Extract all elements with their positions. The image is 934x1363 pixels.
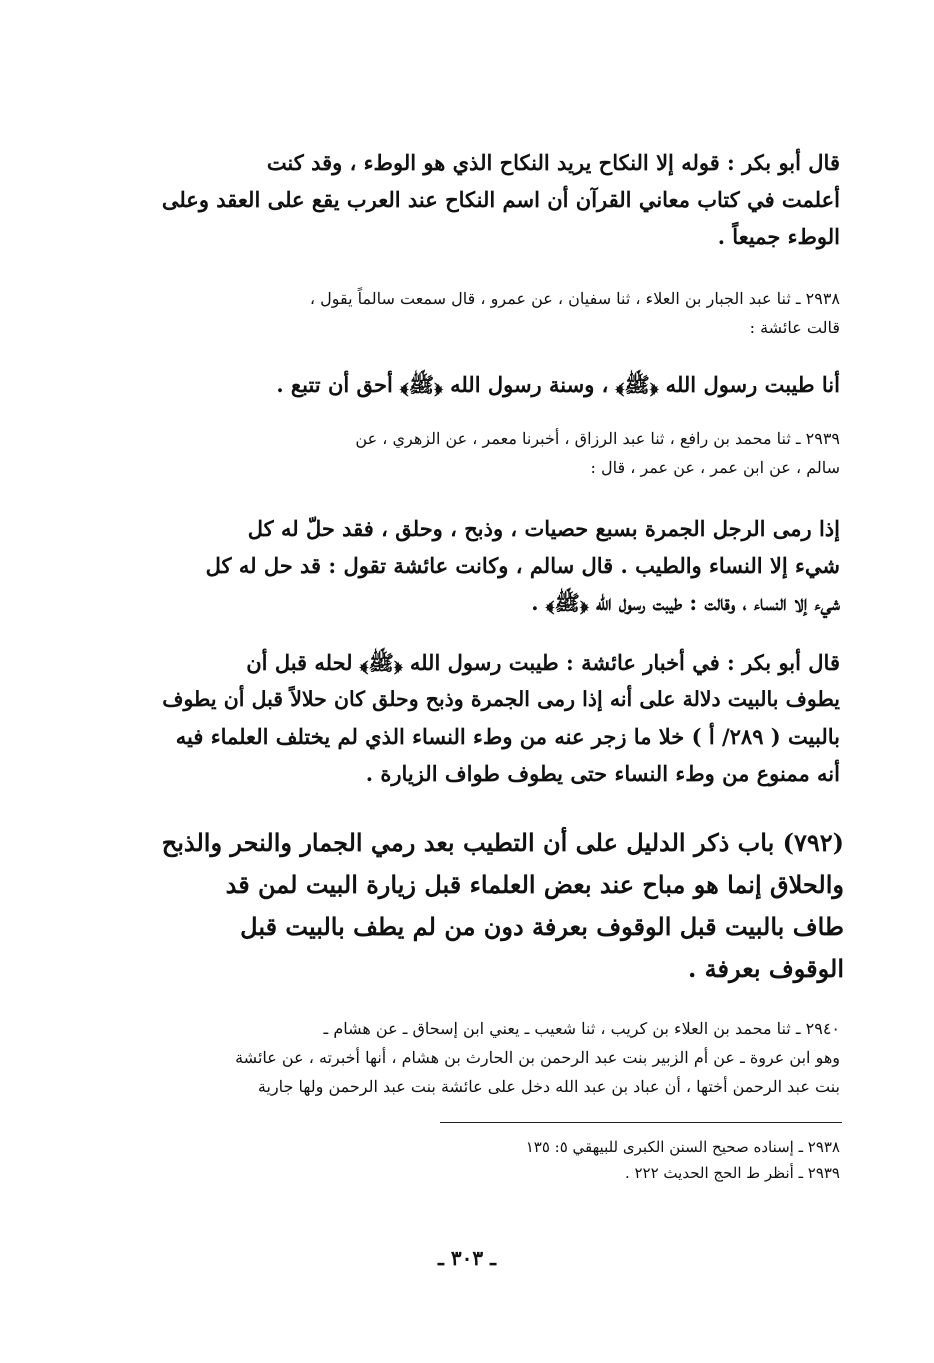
text-line: ۲۹٤۰ ـ ثنا محمد بن العلاء بن كريب ، ثنا شعيب ـ يعني ابن إسحاق ـ عن هشام ـ [323,1019,840,1038]
footnotes [440,1134,840,1186]
text-line: قال أبو بكر : في أخبار عائشة : طيبت رسول الله ﴿ﷺ﴾ لحله قبل أن [246,650,840,675]
text-line: طاف بالبيت قبل الوقوف بعرفة دون من لم يطف بالبيت قبل [240,912,844,941]
text-line: يطوف بالبيت دلالة على أنه إذا رمى الجمرة وذبح وحلق كان حلالاً قبل أن يطوف [162,687,840,711]
text-line: إذا رمى الرجل الجمرة بسبع حصيات ، وذبح ، وحلق ، فقد حلّ له كل [247,516,840,541]
text-line: أنا طيبت رسول الله ﴿ﷺ﴾ ، وسنة رسول الله ﴿ﷺ﴾ أحق أن تتبع . [276,372,840,397]
hadith-chain-2940 [160,1014,840,1101]
commentary-paragraph [160,644,840,792]
text-line: والحلاق إنما هو مباح عند بعض العلماء قبل زيارة البيت لمن قد [225,870,844,899]
text-line: ۲۹۳۸ ـ ثنا عبد الجبار بن العلاء ، ثنا سفيان ، عن عمرو ، قال سمعت سالماً يقول ، [309,289,840,308]
text-line: الوطء جميعاً . [717,224,840,249]
text-line: وهو ابن عروة ـ عن أم الزبير بنت عبد الرحمن بن الحارث بن هشام ، أنها أخبرته ، عن عائشة [235,1048,840,1067]
hadith-chain-2939 [160,424,840,482]
text-line: بالبيت ( ۲۸۹/ أ ) خلا ما زجر عنه من وطء النساء الذي لم يختلف العلماء فيه [175,724,840,749]
text-line: أنه ممنوع من وطء النساء حتى يطوف طواف الزيارة . [365,761,840,786]
hadith-chain-2938 [160,284,840,342]
footnote: ۲۹۳۹ ـ أنظر ط الحج الحديث ۲۲۲ . [624,1164,840,1182]
text-line: أعلمت في كتاب معاني القرآن أن اسم النكاح عند العرب يقع على العقد وعلى [161,187,840,212]
text-line: الوقوف بعرفة . [687,954,844,983]
text-line: سالم ، عن ابن عمر ، عن عمر ، قال : [590,458,840,477]
chapter-heading [158,822,844,990]
page-number: ـ ۳۰۳ ـ [438,1246,496,1270]
text-line: شيء إلا النساء ، وقالت : طيبت رسول الله ﴿ﷺ﴾ . [531,590,840,615]
text-line: شيء إلا النساء والطيب . قال سالم ، وكانت عائشة تقول : قد حل له كل [205,553,840,578]
text-line: بنت عبد الرحمن أختها ، أن عباد بن عبد الله دخل على عائشة بنت عبد الرحمن ولها جارية [257,1077,840,1096]
text-line: ۲۹۳۹ ـ ثنا محمد بن رافع ، ثنا عبد الرزاق ، أخبرنا معمر ، عن الزهري ، عن [355,429,840,448]
footnote-divider [440,1122,842,1123]
hadith-text-2938 [160,366,840,403]
footnote: ۲۹۳۸ ـ إسناده صحيح السنن الكبرى للبيهقي ٥: ١٣٥ [525,1138,840,1156]
text-line: قال أبو بكر : قوله إلا النكاح يريد النكاح الذي هو الوطء ، وقد كنت [266,150,840,175]
commentary-paragraph [160,144,840,255]
hadith-text-2939 [160,510,840,621]
text-line: قالت عائشة : [749,318,840,337]
text-line: (۷۹۲) باب ذكر الدليل على أن التطيب بعد رمي الجمار والنحر والذبح [161,828,844,857]
